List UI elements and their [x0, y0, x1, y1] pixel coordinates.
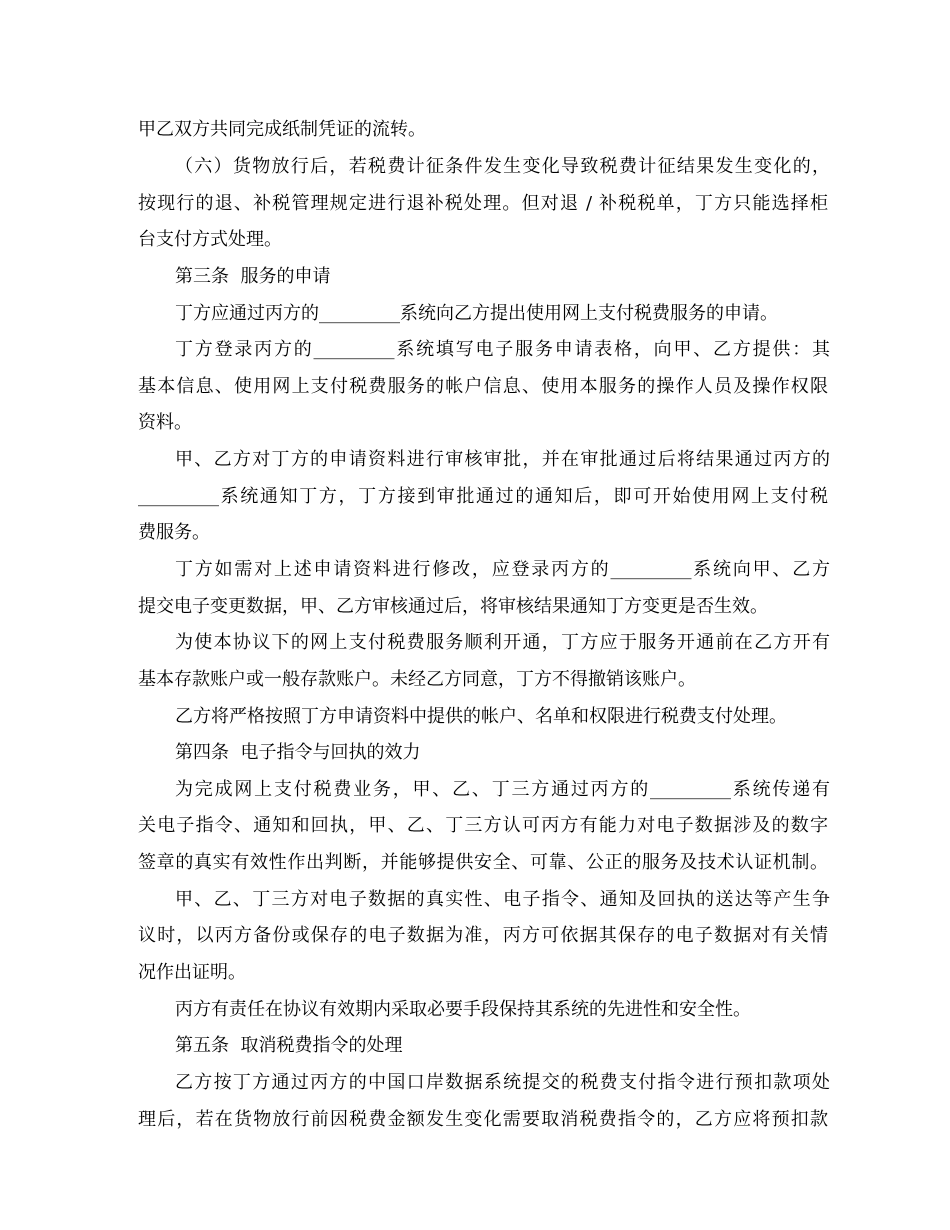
text-line: 丁方应通过丙方的_________系统向乙方提出使用网上支付税费服务的申请。 — [175, 303, 778, 324]
text-line: 理后，若在货物放行前因税费金额发生变化需要取消税费指令的，乙方应将预扣款 — [138, 1109, 828, 1130]
text-line: 乙方按丁方通过丙方的中国口岸数据系统提交的税费支付指令进行预扣款项处 — [175, 1072, 830, 1093]
text-line: _________系统通知丁方，丁方接到审批通过的通知后，即可开始使用网上支付税 — [138, 486, 828, 507]
text-line: 基本存款账户或一般存款账户。未经乙方同意，丁方不得撤销该账户。 — [138, 669, 696, 690]
text-line: 资料。 — [138, 412, 192, 433]
text-line: 甲、乙、丁三方对电子数据的真实性、电子指令、通知及回执的送达等产生争 — [175, 889, 830, 910]
text-line: 甲、乙方对丁方的申请资料进行审核审批，并在审批通过后将结果通过丙方的 — [175, 449, 830, 470]
text-line: 按现行的退、补税管理规定进行退补税处理。但对退 / 补税税单，丁方只能选择柜 — [138, 193, 828, 214]
section-heading: 第四条 电子指令与回执的效力 — [175, 742, 421, 763]
text-line: 签章的真实有效性作出判断，并能够提供安全、可靠、公正的服务及技术认证机制。 — [138, 852, 828, 873]
text-line: 提交电子变更数据，甲、乙方审核通过后，将审核结果通知丁方变更是否生效。 — [138, 596, 768, 617]
text-line: 关电子指令、通知和回执，甲、乙、丁三方认可丙方有能力对电子数据涉及的数字 — [138, 815, 828, 836]
text-line: 甲乙双方共同完成纸制凭证的流转。 — [138, 119, 426, 140]
text-line: 为完成网上支付税费业务，甲、乙、丁三方通过丙方的_________系统传递有 — [175, 779, 830, 800]
text-line: 丁方如需对上述申请资料进行修改，应登录丙方的_________系统向甲、乙方 — [175, 559, 830, 580]
text-line: 丁方登录丙方的_________系统填写电子服务申请表格，向甲、乙方提供：其 — [175, 339, 830, 360]
text-line: 议时，以丙方备份或保存的电子数据为准，丙方可依据其保存的电子数据对有关情 — [138, 925, 828, 946]
text-line: 况作出证明。 — [138, 962, 246, 983]
text-line: 基本信息、使用网上支付税费服务的帐户信息、使用本服务的操作人员及操作权限 — [138, 376, 828, 397]
section-heading: 第五条 取消税费指令的处理 — [175, 1035, 403, 1056]
text-line: 乙方将严格按照丁方申请资料中提供的帐户、名单和权限进行税费支付处理。 — [175, 706, 787, 727]
section-heading: 第三条 服务的申请 — [175, 266, 331, 287]
text-line: 台支付方式处理。 — [138, 229, 282, 250]
text-line: （六）货物放行后，若税费计征条件发生变化导致税费计征结果发生变化的， — [175, 156, 830, 177]
text-line: 为使本协议下的网上支付税费服务顺利开通，丁方应于服务开通前在乙方开有 — [175, 632, 830, 653]
text-line: 丙方有责任在协议有效期内采取必要手段保持其系统的先进性和安全性。 — [175, 999, 751, 1020]
text-line: 费服务。 — [138, 522, 210, 543]
